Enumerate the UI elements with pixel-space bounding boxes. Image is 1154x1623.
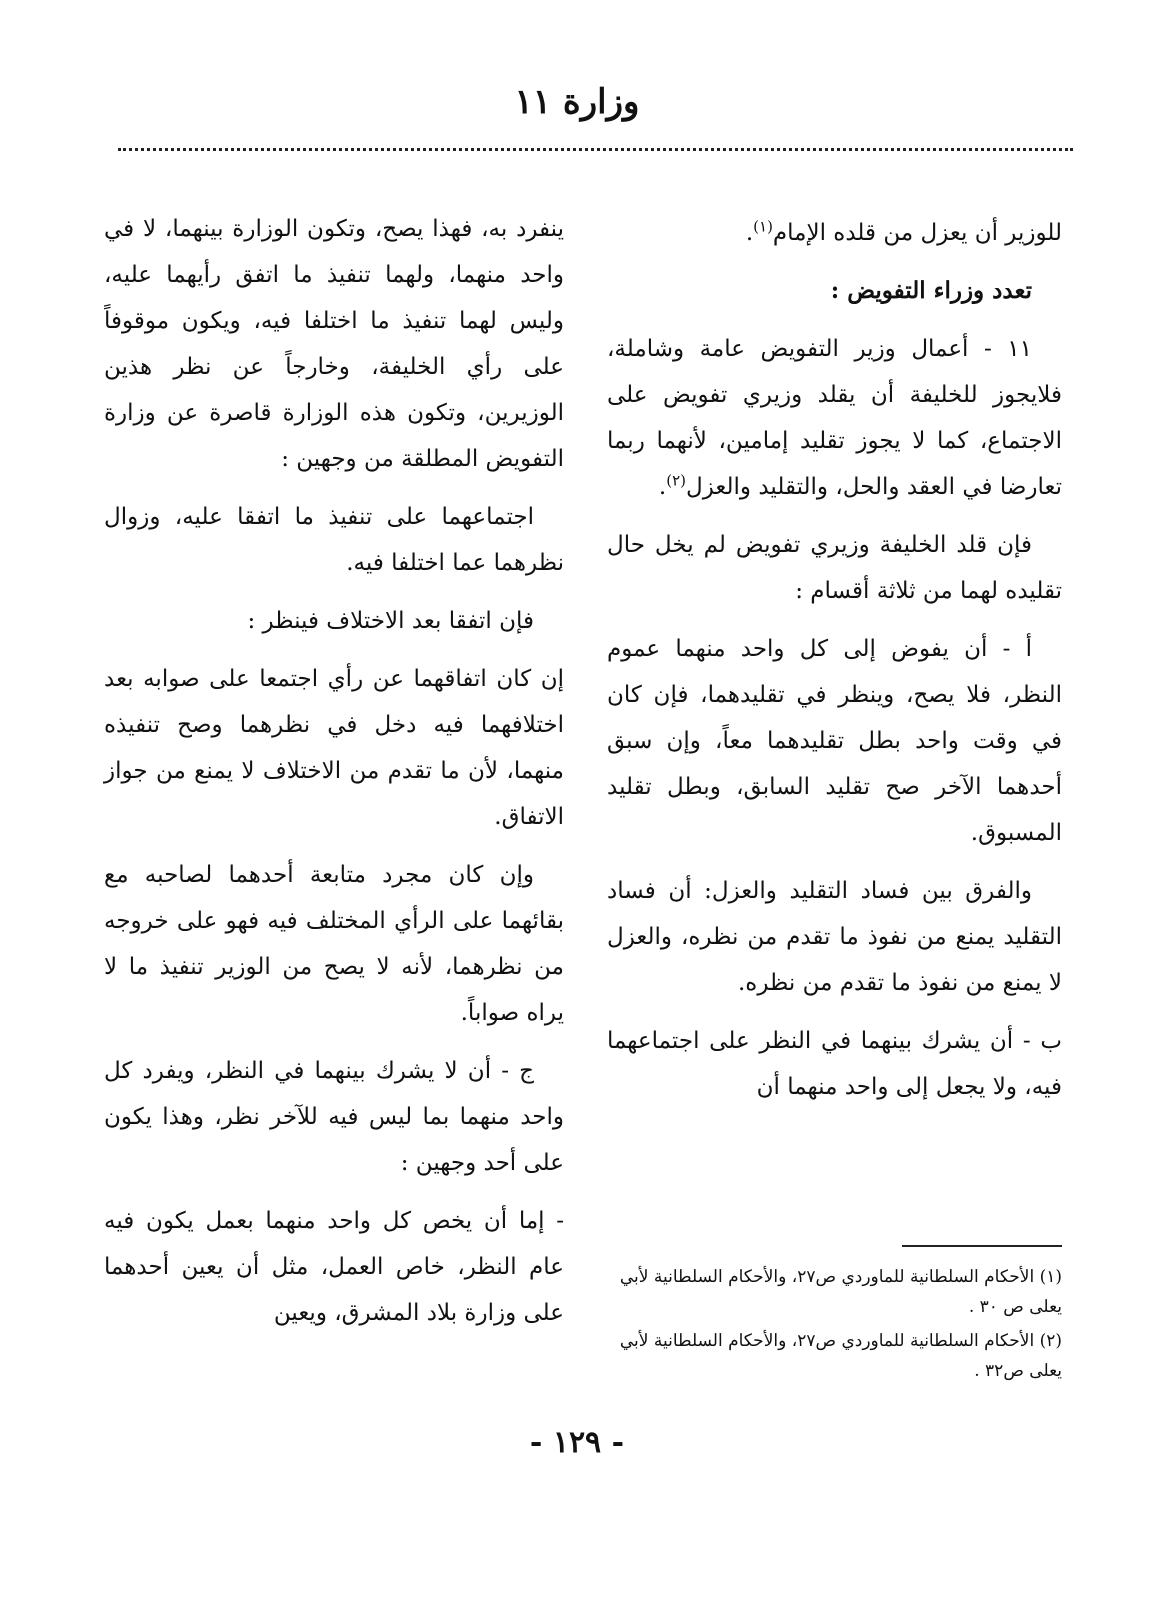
paragraph-text: للوزير أن يعزل من قلده الإمام (772, 220, 1062, 246)
page-number: - ١٢٩ - (529, 1425, 625, 1460)
paragraph-end: . (745, 220, 754, 246)
paragraph-case-a: أ - أن يفوض إلى كل واحد منهما عموم النظر، فلا يصح، وينظر في تقليدهما، فإن كان في وقت واحد بطل تقليدهما معاً، وإن سبق أحدهما الآخر صح تقليد السابق، وبطل تقليد المسبوق. (607, 636, 1062, 846)
footnotes (592, 1262, 1062, 1390)
paragraph-agreement-after-dispute: فإن اتفقا بعد الاختلاف فينظر : (247, 608, 534, 634)
header-dotted-divider (118, 148, 1073, 151)
paragraph-continuation (607, 210, 1062, 256)
footnote-2: (٢) الأحكام السلطانية للماوردي ص٢٧، والأحكام السلطانية لأبي يعلى ص٣٢ . (619, 1331, 1062, 1381)
paragraph-case-c: ج - أن لا يشرك بينهما في النظر، ويفرد كل واحد منهما بما ليس فيه للآخر نظر، وهذا يكون على أحد وجهين : (104, 1058, 564, 1176)
paragraph-first-aspect: - إما أن يخص كل واحد منهما بعمل يكون فيه عام النظر، خاص العمل، مثل أن يعين أحدهما على وزارة بلاد المشرق، ويعين (104, 1208, 564, 1326)
paragraph-two-aspects: اجتماعهما على تنفيذ ما اتفقا عليه، وزوال نظرهما عما اختلفا فيه. (104, 504, 564, 576)
page-header-title: وزارة ١١ (514, 82, 640, 122)
paragraph-three-cases: فإن قلد الخليفة وزيري تفويض لم يخل حال تقليده لهما من ثلاثة أقسام : (607, 532, 1062, 604)
paragraph-mere-following: وإن كان مجرد متابعة أحدهما لصاحبه مع بقائهما على الرأي المختلف فيه فهو على خروجه من نظرهما، لأنه لا يصح من الوزير تنفيذ ما لا يراه صواباً. (104, 862, 564, 1026)
paragraph-agreement-opinion: إن كان اتفاقهما عن رأي اجتمعا على صوابه بعد اختلافهما فيه دخل في نظرهما وصح تنفيذه منهما، لأن ما تقدم من الاختلاف لا يمنع من جواز الاتفاق. (104, 666, 564, 830)
footnote-marker-1: (١) (753, 217, 773, 236)
paragraph-case-b-continued: ينفرد به، فهذا يصح، وتكون الوزارة بينهما، لا في واحد منهما، ولهما تنفيذ ما اتفق رأيهما عليه، وليس لهما تنفيذ ما اختلفا فيه، ويكون موقوفاً على رأي الخليفة، وخارجاً عن نظر هذين الوزيرين، وتكون هذه الوزارة قاصرة عن وزارة التفويض المطلقة من وجهين : (104, 216, 564, 472)
footnote-divider (902, 1245, 1062, 1247)
right-column (607, 210, 1062, 1122)
paragraph-end: . (658, 474, 667, 500)
paragraph-case-b: ب - أن يشرك بينهما في النظر على اجتماعهما فيه، ولا يجعل إلى واحد منهما أن (607, 1028, 1062, 1100)
footnote-1: (١) الأحكام السلطانية للماوردي ص٢٧، والأحكام السلطانية لأبي يعلى ص ٣٠ . (619, 1267, 1062, 1317)
paragraph-text: ١١ - أعمال وزير التفويض عامة وشاملة، فلايجوز للخليفة أن يقلد وزيري تفويض على الاجتماع، كما لا يجوز تقليد إمامين، لأنهما ربما تعارضا في العقد والحل، والتقليد والعزل (607, 336, 1062, 500)
footnote-marker-2: (٢) (666, 471, 687, 490)
paragraph-item-11 (607, 326, 1062, 510)
section-heading: تعدد وزراء التفويض : (830, 277, 1032, 304)
paragraph-difference: والفرق بين فساد التقليد والعزل: أن فساد التقليد يمنع من نفوذ ما تقدم من نظره، والعزل لا يمنع من نفوذ ما تقدم من نظره. (607, 878, 1062, 996)
left-column (104, 206, 564, 1348)
